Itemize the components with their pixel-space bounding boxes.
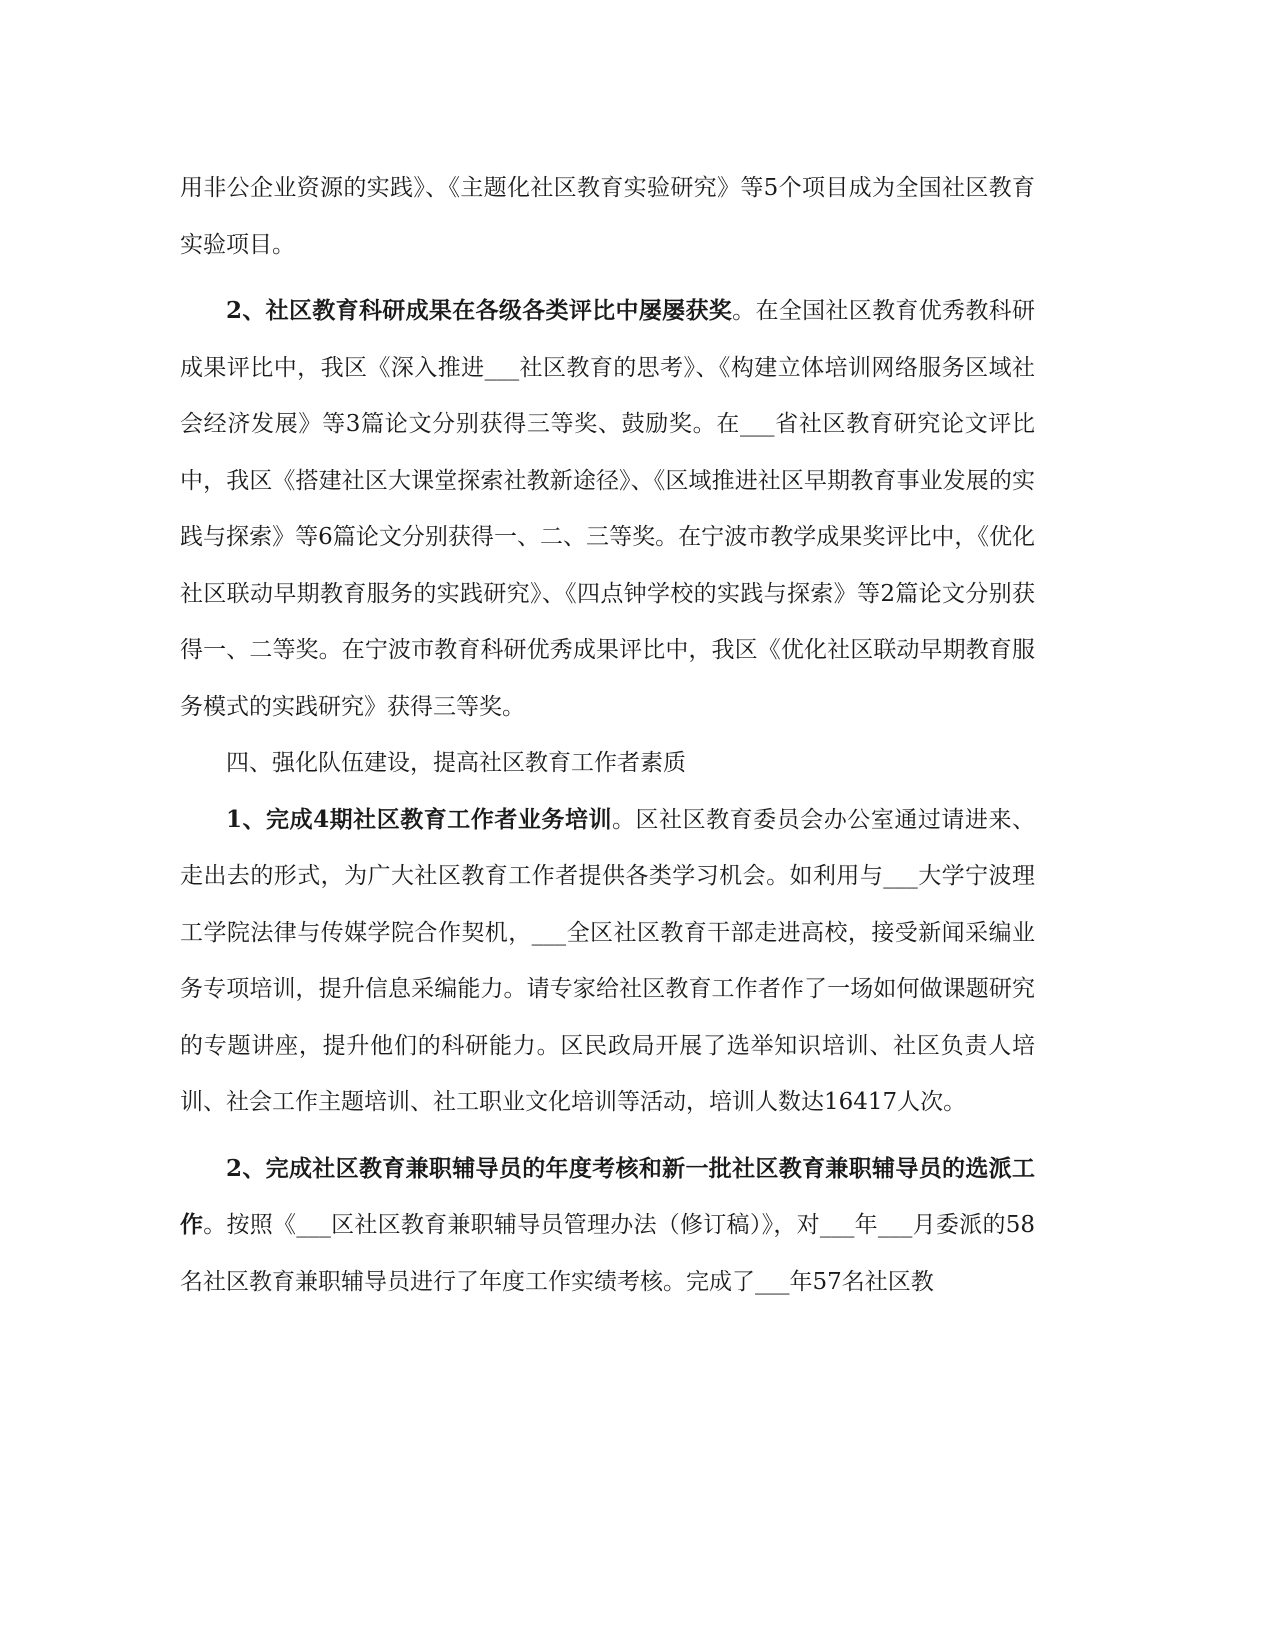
paragraph-text: 用非公企业资源的实践》、《主题化社区教育实验研究》等5个项目成为全国社区教育实验项目。 [180,175,1035,258]
paragraph-text: 。按照《___区社区教育兼职辅导员管理办法（修订稿）》，对___年___月委派的58名社区教育兼职辅导员进行了年度工作实绩考核。完成了___年57名社区教 [180,1212,1035,1295]
document-body [180,160,1035,1310]
paragraph-heading: 2、完成社区教育兼职辅导员的年度考核和新一批社区教育兼职辅导员的选派工作 [180,1154,1035,1238]
section-heading-text: 四、强化队伍建设，提高社区教育工作者素质 [226,750,686,776]
paragraph-counselors [180,1141,1035,1311]
paragraph-text: 。在全国社区教育优秀教科研成果评比中，我区《深入推进___社区教育的思考》、《构建立体培训网络服务区域社会经济发展》等3篇论文分别获得三等奖、鼓励奖。在___省社区教育研究论文评比中，我区《搭建社区大课堂探索社教新途径》、《区域推进社区早期教育事业发展的实践与探索》等6篇论文分别获得一、二、三等奖。在宁波市教学成果奖评比中，《优化社区联动早期教育服务的实践研究》、《四点钟学校的实践与探索》等2篇论文分别获得一、二等奖。在宁波市教育科研优秀成果评比中，我区《优化社区联动早期教育服务模式的实践研究》获得三等奖。 [180,298,1036,720]
paragraph-continuation [180,160,1035,273]
paragraph-heading: 2、社区教育科研成果在各级各类评比中屡屡获奖 [226,297,733,324]
paragraph-heading: 1、完成4期社区教育工作者业务培训 [226,805,612,833]
section-heading-team-building [180,735,1035,792]
paragraph-text: 。区社区教育委员会办公室通过请进来、走出去的形式，为广大社区教育工作者提供各类学习机会。如利用与___大学宁波理工学院法律与传媒学院合作契机，___全区社区教育干部走进高校，接受新闻采编业务专项培训，提升信息采编能力。请专家给社区教育工作者作了一场如何做课题研究的专题讲座，提升他们的科研能力。区民政局开展了选举知识培训、社区负责人培训、社会工作主题培训、社工职业文化培训等活动，培训人数达16417人次。 [180,806,1035,1115]
paragraph-research-awards [180,283,1035,735]
paragraph-training [180,792,1035,1131]
